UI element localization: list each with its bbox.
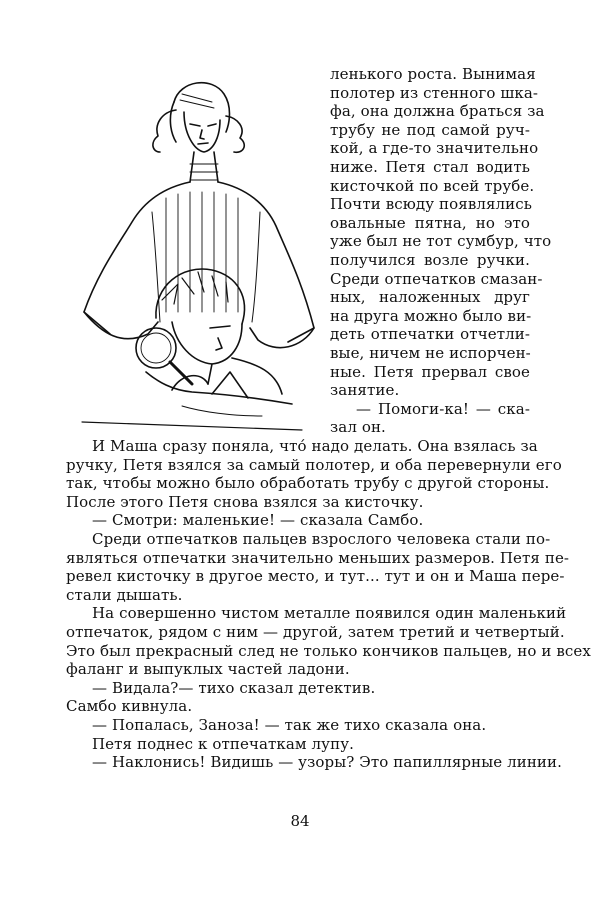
page-number: 84 (290, 812, 310, 830)
text-line: Петя поднес к отпечаткам лупу. (92, 734, 354, 753)
text-line: Это был прекрасный след не только кончиков пальцев, но и всех (66, 641, 591, 660)
text-line: — Смотри: маленькие! — сказала Самбо. (92, 511, 424, 530)
illustration (62, 72, 324, 440)
text-line: ручку, Петя взялся за самый полотер, и оба перевернули его (66, 455, 562, 474)
text-line: И Маша сразу поняла, что́ надо делать. Она взялась за (92, 437, 538, 455)
text-line: отпечаток, рядом с ним — другой, затем третий и четвертый. (66, 623, 565, 641)
girl-and-boy-with-magnifier-illustration (62, 72, 324, 440)
text-line: занятие. (330, 381, 400, 400)
text-line: фаланг и выпуклых частей ладони. (66, 660, 350, 679)
text-line: на друга можно было ви- (330, 306, 532, 325)
text-line: полотер из стенного шка- (330, 83, 539, 102)
text-line: вые, ничем не испорчен- (330, 344, 531, 362)
text-line: ных, наложенных друг (330, 288, 530, 307)
text-line: — Наклонись! Видишь — узоры? Это папиллярные линии. (92, 753, 562, 772)
text-line: овальные пятна, но это (330, 213, 530, 232)
text-line: получился возле ручки. (330, 251, 530, 269)
text-line: стали дышать. (66, 585, 183, 604)
text-line: трубу не под самой руч- (330, 120, 530, 139)
text-line: являться отпечатки значительно меньших размеров. Петя пе- (66, 548, 570, 567)
text-line: ленького роста. Вынимая (330, 65, 536, 83)
text-line: кой, а где-то значительно (330, 139, 539, 158)
text-line: Почти всюду появлялись (330, 195, 533, 214)
text-line: Среди отпечатков смазан- (330, 269, 543, 288)
text-line: уже был не тот сумбур, что (330, 232, 552, 251)
text-line: После этого Петя снова взялся за кисточку. (66, 492, 424, 511)
text-line: ные. Петя прервал свое (330, 362, 530, 381)
text-line: кисточкой по всей трубе. (330, 176, 535, 195)
text-line: деть отпечатки отчетли- (330, 325, 530, 344)
text-line: Самбо кивнула. (66, 697, 193, 716)
text-line: На совершенно чистом металле появился один маленький (92, 604, 567, 623)
text-line: — Попалась, Заноза! — так же тихо сказала она. (92, 716, 487, 734)
text-line: — Видала?— тихо сказал детектив. (92, 678, 376, 697)
text-line: фа, она должна браться за (330, 102, 545, 121)
text-line: — Помоги-ка! — ска- (356, 399, 530, 418)
text-line: ниже. Петя стал водить (330, 158, 530, 176)
text-line: ревел кисточку в другое место, и тут... тут и он и Маша пере- (66, 567, 565, 586)
text-line: так, чтобы можно было обработать трубу с другой стороны. (66, 474, 550, 493)
text-line: зал он. (330, 418, 386, 437)
text-line: Среди отпечатков пальцев взрослого человека стали по- (92, 530, 551, 548)
